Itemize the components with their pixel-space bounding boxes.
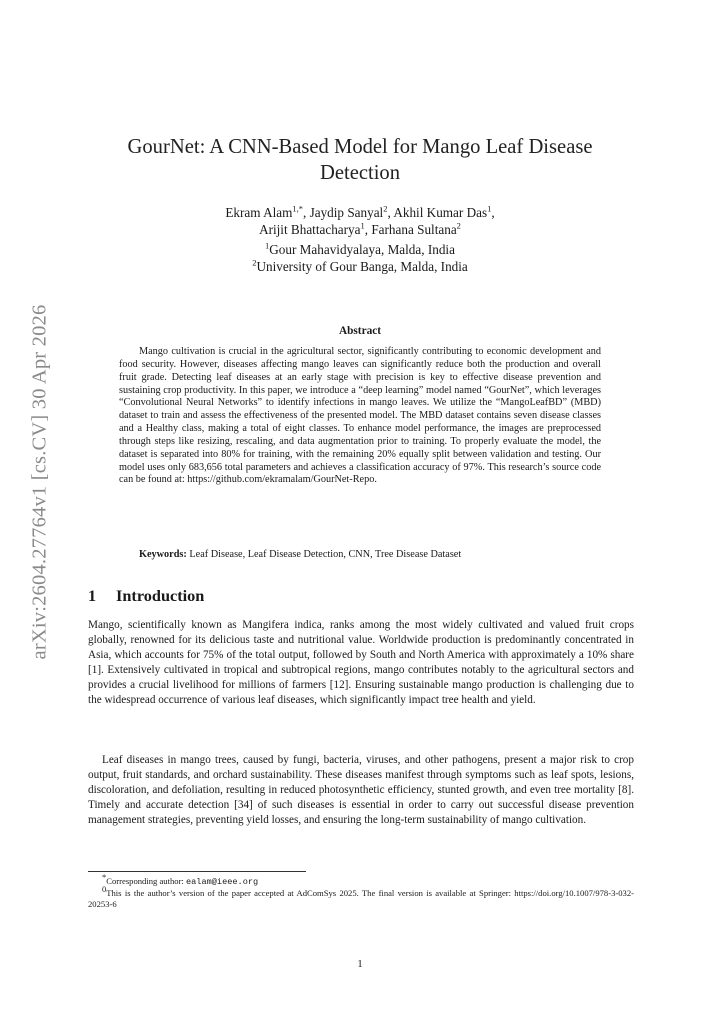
affiliation — [100, 259, 620, 276]
author-line: Ekram Alam$^{1,*}$, Jaydip Sanyal$^2$, Akhil Kumar Das$^1$, — [225, 203, 495, 220]
affiliation-mark: 2 — [252, 257, 257, 268]
paper-title — [100, 134, 620, 186]
author-affiliation-mark: 1 — [360, 220, 365, 231]
section-heading-introduction — [88, 586, 204, 606]
intro-paragraph: Leaf diseases in mango trees, caused by fungi, bacteria, viruses, and other pathogens, present a major risk to crop output, fruit standards, and orchard sustainability. These diseases manifest through symptoms such as leaf spots, lesions, discoloration, and defoliation, resulting in reduced photosynthetic efficiency, stunted growth, and even tree mortality [8]. Timely and accurate detection [34] of such diseases is essential in order to carry out successful disease prevention management strategies, preventing yield losses, and ensuring the long-term sustainability of mango cultivation. — [88, 754, 634, 827]
author-list — [100, 205, 620, 238]
author-affiliation-mark: 1 — [487, 203, 492, 214]
arxiv-identifier: arXiv:2604.27764v1 [cs.CV] 30 Apr 2026 — [28, 304, 51, 660]
paper-title-line: Detection — [319, 162, 401, 184]
affiliation-text: University of Gour Banga, Malda, India — [256, 258, 468, 274]
section-title: Introduction — [116, 586, 205, 605]
author-line: Arijit Bhattacharya$^1$, Farhana Sultana$^2$ — [259, 220, 461, 237]
author-name: Akhil Kumar Das — [393, 205, 488, 220]
author-email: ealam@ieee.org — [185, 877, 259, 887]
footnote-text: This is the author’s version of the paper accepted at AdComSys 2025. The final version is available at Springer: https://doi.org/10.1007/978-3-032-20253-6 — [88, 888, 634, 910]
footnote-corresponding-author — [88, 872, 634, 888]
footnote-text: Corresponding author: — [106, 876, 186, 886]
keywords — [119, 549, 601, 562]
author-affiliation-mark: 1,* — [292, 203, 303, 214]
footnote-divider — [88, 871, 306, 872]
author-name: Jaydip Sanyal — [309, 205, 384, 220]
author-affiliation-mark: 2 — [456, 220, 461, 231]
affiliation-mark: 1 — [265, 240, 270, 251]
abstract-text: Mango cultivation is crucial in the agricultural sector, significantly contributing to economic development and food security. However, diseases affecting mango leaves can significantly reduce both the production and overall fruit grade. Detecting leaf diseases at an early stage with precision is key to effective disease prevention and sustaining crop productivity. In this paper, we introduce a “deep learning” model named “GourNet”, which leverages “Convolutional Neural Networks” to identify infections in mango leaves. We utilize the “MangoLeafBD” (MBD) dataset to train and assess the effectiveness of the presented model. The MBD dataset contains seven disease classes and a Healthy class, making a total of eight classes. To enhance model performance, the images are preprocessed through steps like resizing, rescaling, and data augmentation prior to training. To properly evaluate the model, the dataset is separated into 80% for training, with the remaining 20% equally split between validation and testing. Our model uses only 683,656 total parameters and achieves a classification accuracy of 97%. This research’s source code can be found at: https://github.com/ekramalam/GourNet-Repo. — [119, 346, 601, 486]
affiliation — [100, 242, 620, 259]
footnote-mark: 0 — [102, 884, 107, 895]
author-name: Ekram Alam — [225, 205, 293, 220]
arxiv-sidebar-stamp — [20, 292, 60, 672]
author-affiliation-mark: 2 — [383, 203, 388, 214]
section-number: 1 — [88, 586, 97, 605]
page-number: 1 — [357, 958, 363, 970]
author-name: Arijit Bhattacharya — [259, 221, 361, 237]
affiliation-text: Gour Mahavidyalaya, Malda, India — [269, 242, 455, 257]
footnote-version-note — [88, 884, 634, 910]
intro-paragraph: Mango, scientifically known as Mangifera indica, ranks among the most widely cultivated and valued fruit crops globally, renowned for its delicious taste and nutritional value. Worldwide production is predominantly concentrated in Asia, which accounts for 75% of the total output, followed by South and North America with approximately a 10% share [1]. Extensively cultivated in tropical and subtropical regions, mango contributes notably to the agricultural sectors and provides a crucial livelihood for millions of farmers [12]. Ensuring sustainable mango production is challenging due to the widespread occurrence of various leaf diseases, which significantly impact tree health and yield. — [88, 619, 634, 707]
abstract-heading: Abstract — [338, 325, 382, 337]
keywords-label: Keywords: — [139, 549, 187, 560]
author-name: Farhana Sultana — [371, 221, 457, 237]
keywords-text: Leaf Disease, Leaf Disease Detection, CNN, Tree Disease Dataset — [186, 549, 462, 560]
paper-title-line: GourNet: A CNN-Based Model for Mango Leaf Disease — [127, 136, 593, 158]
affiliation-list — [100, 242, 620, 275]
footnote-mark: * — [102, 872, 107, 883]
